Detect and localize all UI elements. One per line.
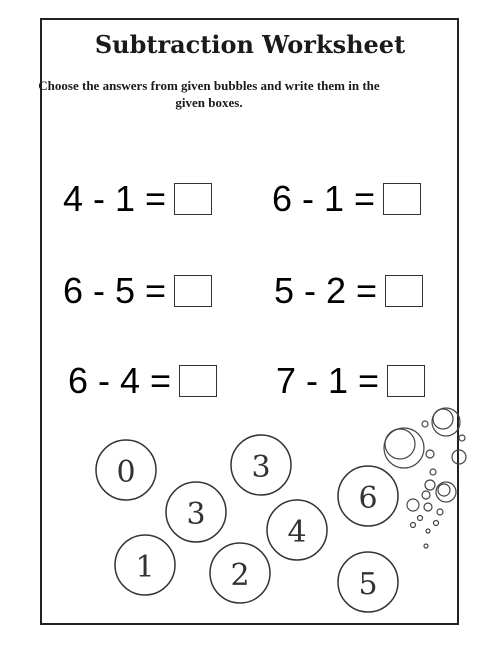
worksheet-title: Subtraction Worksheet [94, 30, 406, 59]
problem-expression: 4 - 1 = [63, 178, 167, 219]
answer-bubble[interactable] [338, 552, 398, 612]
problem-expression: 6 - 5 = [63, 270, 167, 311]
svg-text:6: 6 [358, 481, 378, 516]
problem-expression: 6 - 1 = [272, 178, 376, 219]
svg-text:2: 2 [230, 558, 250, 593]
answer-bubble[interactable] [267, 500, 327, 560]
problem-expression: 7 - 1 = [276, 360, 380, 401]
worksheet-instructions: Choose the answers from given bubbles and write them in the given boxes. [38, 78, 380, 110]
svg-text:0: 0 [116, 455, 136, 490]
svg-text:4: 4 [287, 515, 307, 550]
answer-bubble[interactable] [231, 435, 291, 495]
svg-text:3: 3 [251, 450, 271, 485]
svg-text:5: 5 [358, 567, 378, 602]
problem-expression: 5 - 2 = [274, 270, 378, 311]
answer-bubble[interactable] [338, 466, 398, 526]
answer-bubble[interactable] [96, 440, 156, 500]
svg-text:3: 3 [186, 497, 206, 532]
answer-bubble[interactable] [210, 543, 270, 603]
decorative-bubbles-icon [384, 408, 466, 548]
problem-expression: 6 - 4 = [68, 360, 172, 401]
answer-bubble[interactable] [166, 482, 226, 542]
svg-text:1: 1 [135, 550, 155, 585]
answer-bubble[interactable] [115, 535, 175, 595]
